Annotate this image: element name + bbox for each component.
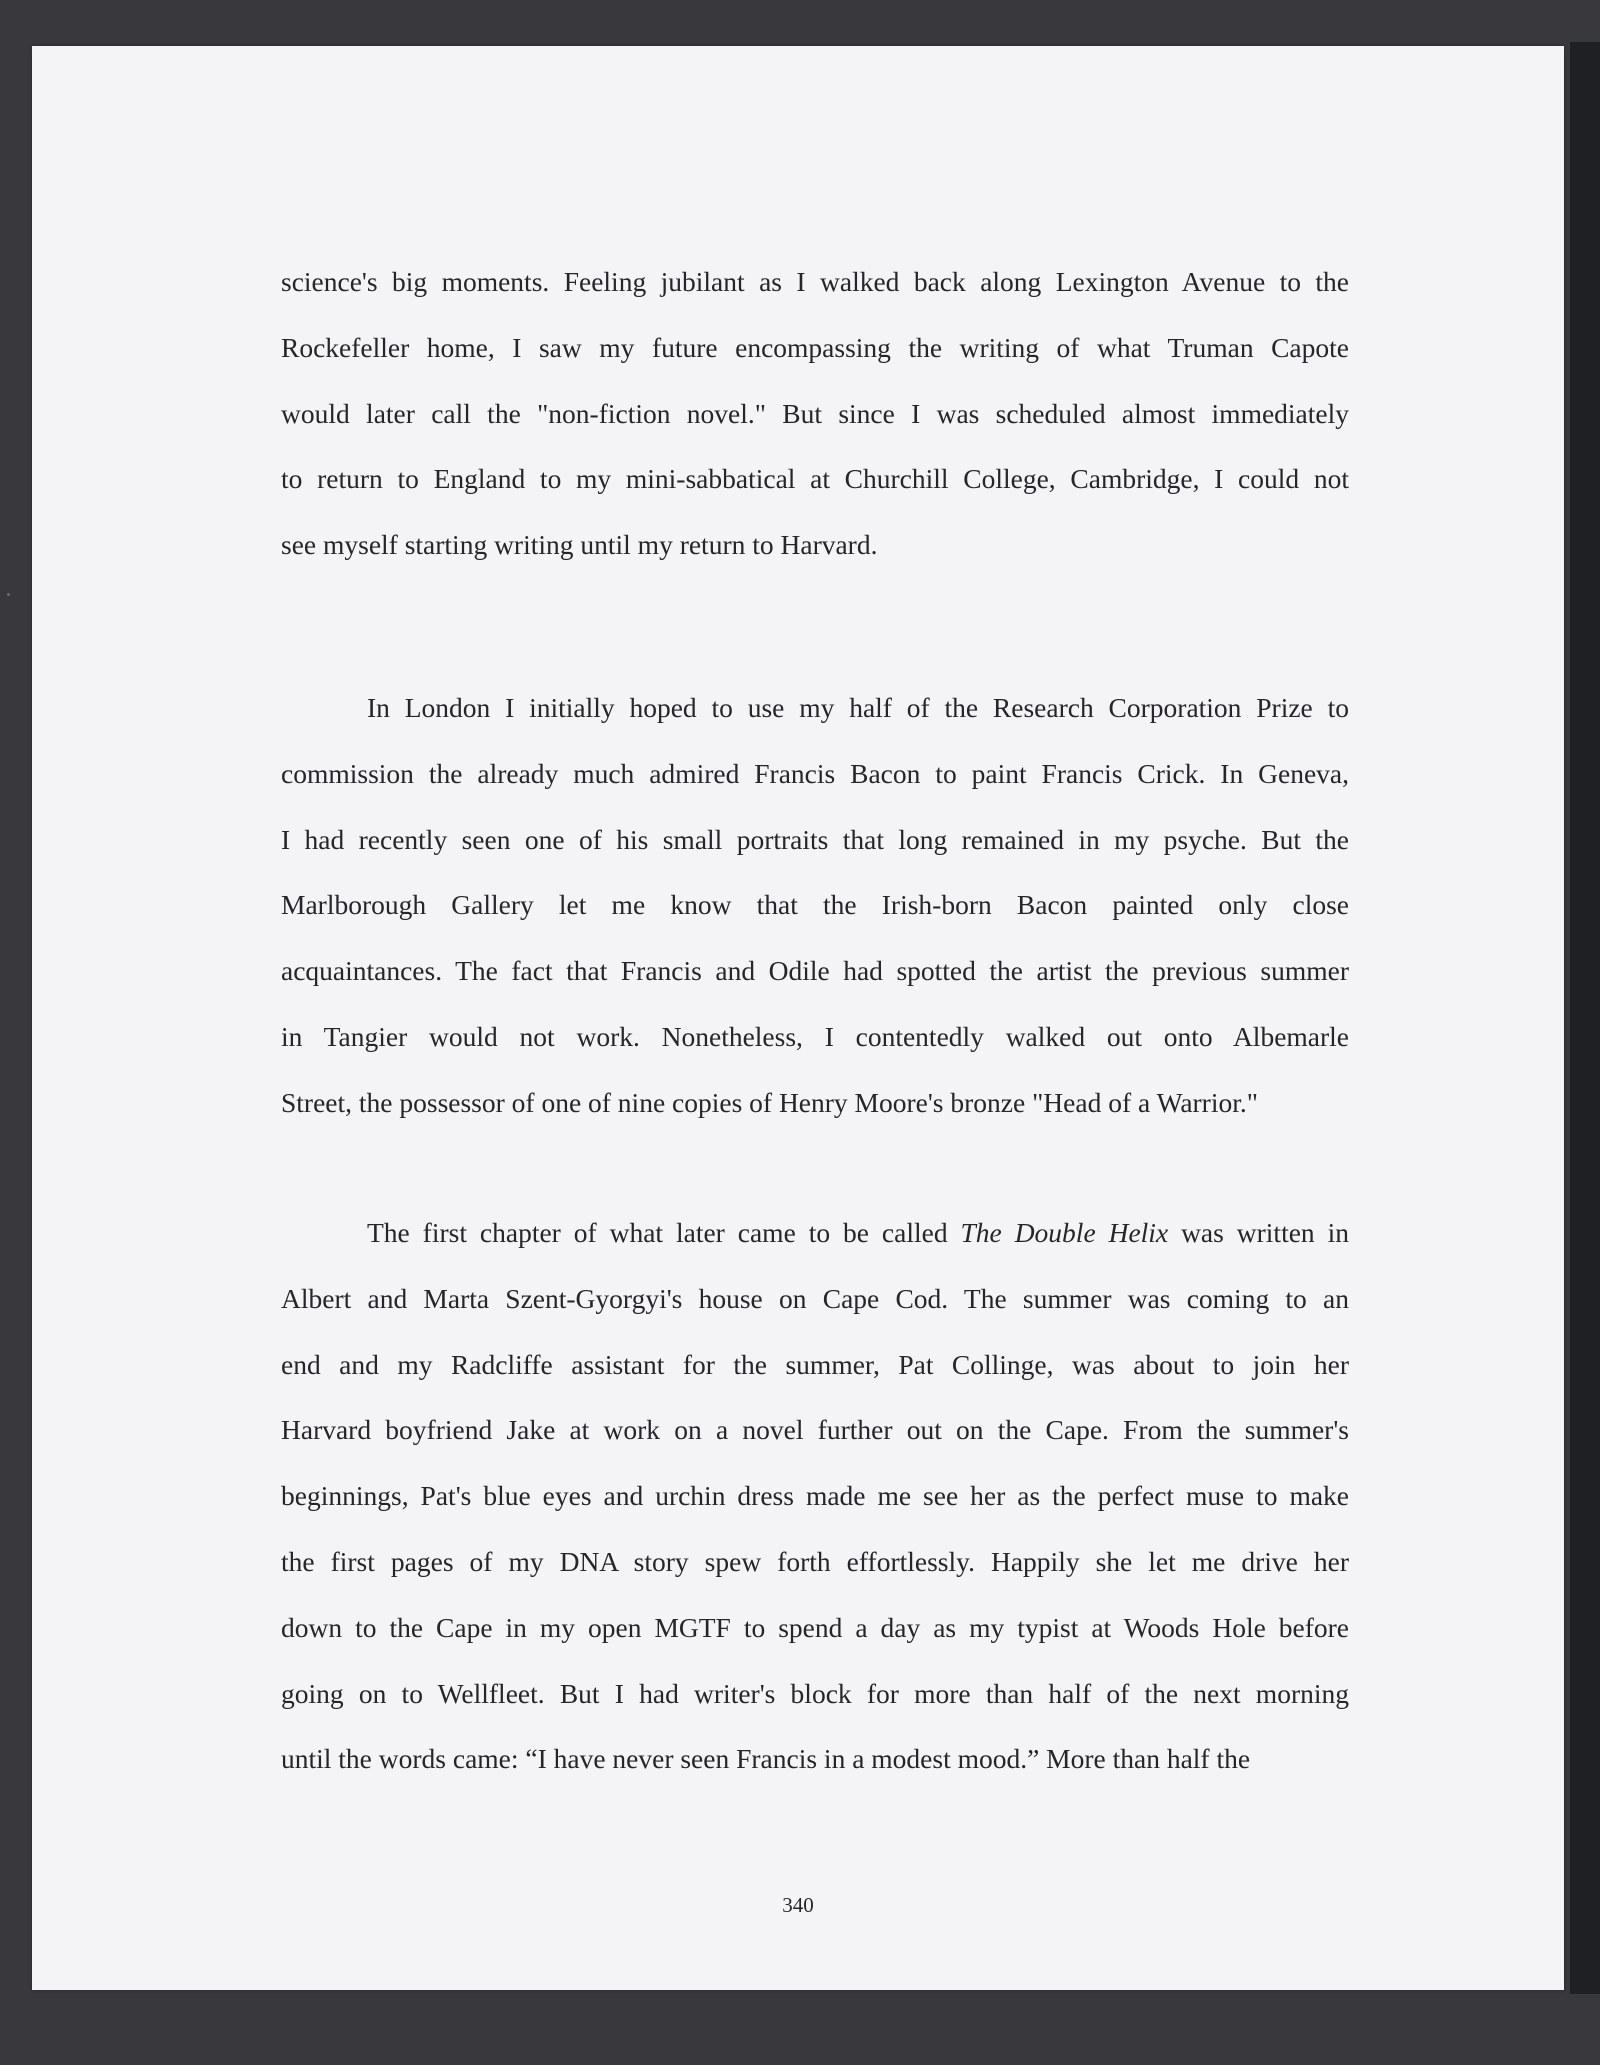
paragraph-1 bbox=[281, 249, 1349, 578]
paragraph-3 bbox=[281, 1200, 1349, 1792]
text-line: In London I initially hoped to use my half of the Research Corporation Prize to bbox=[367, 692, 1349, 723]
text-line: until the words came: “I have never seen Francis in a modest mood.” More than half the bbox=[281, 1743, 1251, 1775]
page-number: 340 bbox=[782, 1893, 814, 1917]
text-line: to return to England to my mini-sabbatical at Churchill College, Cambridge, I could not bbox=[281, 463, 1349, 495]
text-line: beginnings, Pat's blue eyes and urchin dress made me see her as the perfect muse to make bbox=[281, 1480, 1349, 1512]
text-line: Harvard boyfriend Jake at work on a novel further out on the Cape. From the summer's bbox=[281, 1414, 1349, 1446]
background-edge bbox=[1570, 42, 1600, 1994]
text-line: going on to Wellfleet. But I had writer's block for more than half of the next morning bbox=[281, 1677, 1349, 1709]
text-line: down to the Cape in my open MGTF to spend a day as my typist at Woods Hole before bbox=[281, 1611, 1349, 1643]
text-line: end and my Radcliffe assistant for the summer, Pat Collinge, was about to join her bbox=[281, 1348, 1349, 1380]
text-run: was written in bbox=[1168, 1217, 1349, 1248]
document-page bbox=[32, 46, 1564, 1990]
text-line: Street, the possessor of one of nine copies of Henry Moore's bronze "Head of a Warrior." bbox=[281, 1086, 1258, 1118]
text-line: I had recently seen one of his small portraits that long remained in my psyche. But the bbox=[281, 823, 1349, 855]
text-line: commission the already much admired Francis Bacon to paint Francis Crick. In Geneva, bbox=[281, 757, 1349, 789]
text-line: Marlborough Gallery let me know that the Irish-born Bacon painted only close bbox=[281, 889, 1349, 921]
text-line: science's big moments. Feeling jubilant as I walked back along Lexington Avenue to the bbox=[281, 266, 1349, 297]
text-line: Albert and Marta Szent-Gyorgyi's house on Cape Cod. The summer was coming to an bbox=[281, 1282, 1349, 1314]
text-line: acquaintances. The fact that Francis and Odile had spotted the artist the previous summer bbox=[281, 955, 1349, 987]
dust-speck bbox=[7, 593, 10, 596]
text-line: the first pages of my DNA story spew forth effortlessly. Happily she let me drive her bbox=[281, 1545, 1349, 1577]
text-line: Rockefeller home, I saw my future encompassing the writing of what Truman Capote bbox=[281, 331, 1349, 363]
book-title: The Double Helix bbox=[960, 1217, 1169, 1248]
text-line: in Tangier would not work. Nonetheless, I contentedly walked out onto Albemarle bbox=[281, 1020, 1349, 1052]
text-line: see myself starting writing until my return to Harvard. bbox=[281, 529, 878, 561]
text-line bbox=[281, 1200, 1349, 1266]
paragraph-2 bbox=[281, 675, 1349, 1136]
text-run: The first chapter of what later came to be called bbox=[367, 1217, 961, 1248]
text-line: would later call the "non-fiction novel." But since I was scheduled almost immediately bbox=[281, 397, 1349, 429]
